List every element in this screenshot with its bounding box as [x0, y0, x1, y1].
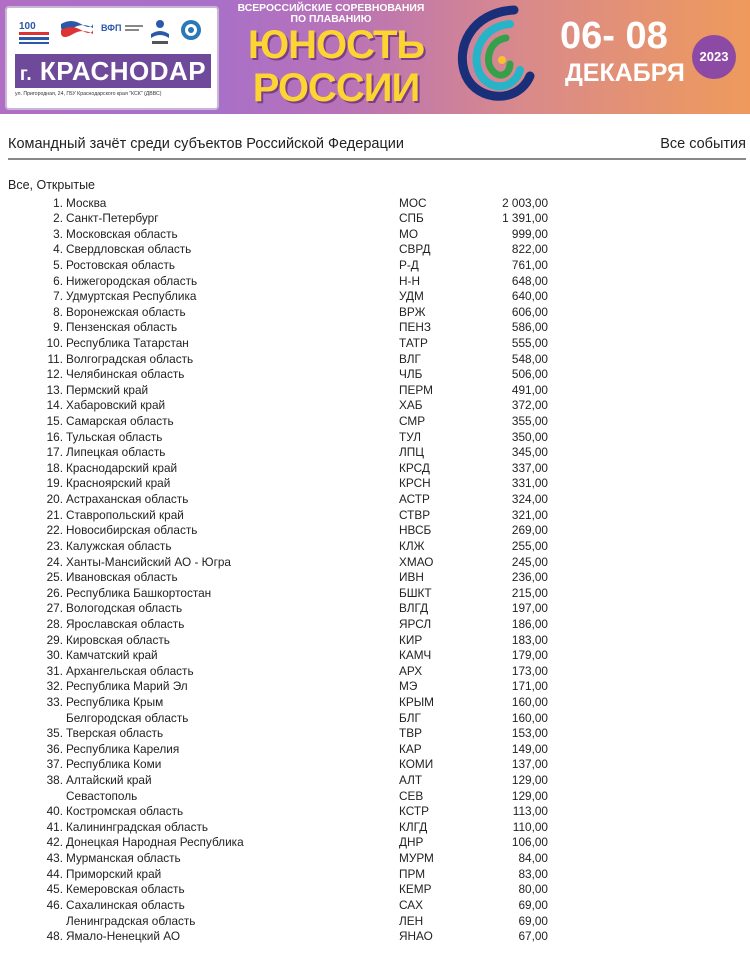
- table-row: [0, 726, 750, 742]
- region-name-cell: Удмуртская Республика: [66, 289, 197, 304]
- score-cell: 2 003,00: [502, 195, 548, 210]
- region-code-cell: ДНР: [399, 835, 424, 850]
- rank-cell: 6.: [53, 273, 63, 288]
- region-code-cell: АРХ: [399, 663, 423, 678]
- region-name-cell: Республика Марий Эл: [66, 679, 188, 694]
- table-row: [0, 586, 750, 602]
- region-code-cell: КРСД: [399, 460, 430, 475]
- score-cell: 173,00: [511, 663, 548, 678]
- table-row: [0, 867, 750, 883]
- venue-address: ул. Пригородная, 24, ГБУ Краснодарского края "КСК" (ДВВС): [15, 91, 162, 97]
- region-code-cell: КРСН: [399, 476, 431, 491]
- region-name-cell: Москва: [66, 195, 107, 210]
- rank-cell: 11.: [47, 351, 63, 366]
- federation-logo-icon: [101, 18, 145, 40]
- sport-logo-icon: [17, 18, 53, 48]
- rank-cell: 29.: [46, 632, 63, 647]
- region-name-cell: Республика Башкортостан: [66, 585, 212, 600]
- rank-cell: 5.: [53, 257, 63, 272]
- table-row: [0, 539, 750, 555]
- score-cell: 255,00: [511, 538, 548, 553]
- table-row: [0, 508, 750, 524]
- region-name-cell: Калужская область: [66, 538, 172, 553]
- standings-table: [0, 196, 750, 945]
- table-row: [0, 617, 750, 633]
- table-row: [0, 476, 750, 492]
- rank-cell: 7.: [53, 289, 63, 304]
- region-name-cell: Республика Татарстан: [66, 335, 189, 350]
- score-cell: 153,00: [511, 726, 548, 741]
- rank-cell: 28.: [46, 616, 63, 631]
- score-cell: 506,00: [511, 367, 548, 382]
- score-cell: 129,00: [511, 788, 548, 803]
- region-code-cell: ЧЛБ: [399, 367, 423, 382]
- score-cell: 372,00: [511, 398, 548, 413]
- score-cell: 197,00: [511, 601, 548, 616]
- score-cell: 548,00: [511, 351, 548, 366]
- region-name-cell: Московская область: [66, 226, 178, 241]
- rank-cell: 1.: [53, 195, 63, 210]
- table-row: [0, 742, 750, 758]
- table-row: [0, 196, 750, 212]
- region-code-cell: ВЛГ: [399, 351, 421, 366]
- rank-cell: 20.: [46, 492, 63, 507]
- rank-cell: 18.: [46, 460, 63, 475]
- score-cell: 137,00: [511, 757, 548, 772]
- flag-logo-icon: [59, 18, 95, 40]
- score-cell: 321,00: [511, 507, 548, 522]
- rank-cell: 22.: [46, 523, 63, 538]
- table-row: [0, 804, 750, 820]
- region-name-cell: Приморский край: [66, 866, 162, 881]
- score-cell: 183,00: [511, 632, 548, 647]
- rank-cell: 14.: [46, 398, 63, 413]
- region-name-cell: Пермский край: [66, 382, 149, 397]
- rank-cell: 12.: [46, 367, 63, 382]
- region-code-cell: ПЕРМ: [399, 382, 433, 397]
- rank-cell: 33.: [46, 695, 63, 709]
- score-cell: 215,00: [511, 585, 548, 600]
- rank-cell: 31.: [46, 663, 63, 678]
- region-code-cell: ХАБ: [399, 398, 423, 413]
- table-row: [0, 929, 750, 945]
- score-cell: 245,00: [511, 554, 548, 569]
- table-row: [0, 461, 750, 477]
- table-row: [0, 211, 750, 227]
- region-code-cell: МО: [399, 226, 419, 241]
- region-name-cell: Краснодарский край: [66, 460, 178, 475]
- rank-cell: 36.: [46, 741, 63, 756]
- rank-cell: 32.: [46, 679, 63, 694]
- region-name-cell: Астраханская область: [66, 492, 189, 507]
- region-code-cell: СПБ: [399, 211, 424, 226]
- table-row: [0, 664, 750, 680]
- all-events-link[interactable]: Все события: [660, 136, 746, 152]
- score-cell: 69,00: [518, 897, 548, 912]
- table-row: [0, 695, 750, 711]
- region-code-cell: НВСБ: [399, 523, 432, 538]
- region-code-cell: БШКТ: [399, 585, 432, 600]
- score-cell: 179,00: [511, 648, 548, 663]
- swirl-logo-icon: [452, 4, 538, 108]
- table-row: [0, 773, 750, 789]
- score-cell: 80,00: [518, 882, 548, 897]
- region-name-cell: Мурманская область: [66, 851, 181, 866]
- region-name-cell: Нижегородская область: [66, 273, 198, 288]
- table-row: [0, 820, 750, 836]
- score-cell: 640,00: [511, 289, 548, 304]
- svg-text:100: 100: [19, 21, 36, 32]
- rank-cell: 17.: [46, 445, 63, 460]
- table-row: [0, 242, 750, 258]
- score-cell: 345,00: [511, 445, 548, 460]
- region-code-cell: СЕВ: [399, 788, 424, 803]
- region-code-cell: СТВР: [399, 507, 431, 522]
- table-row: [0, 430, 750, 446]
- rank-cell: 3.: [53, 226, 63, 241]
- rank-cell: 37.: [46, 757, 63, 772]
- region-name-cell: Севастополь: [66, 788, 138, 803]
- event-title-line2: РОССИИ: [252, 66, 420, 110]
- score-cell: 106,00: [511, 835, 548, 850]
- score-cell: 160,00: [511, 695, 548, 709]
- table-row: [0, 492, 750, 508]
- region-code-cell: КАР: [399, 741, 422, 756]
- region-name-cell: Пензенская область: [66, 320, 178, 335]
- region-code-cell: ТУЛ: [399, 429, 422, 444]
- svg-text:ВФП: ВФП: [101, 23, 122, 33]
- region-name-cell: Вологодская область: [66, 601, 183, 616]
- region-code-cell: ИВН: [399, 570, 424, 585]
- score-cell: 606,00: [511, 304, 548, 319]
- rank-cell: 30.: [46, 648, 63, 663]
- region-code-cell: МУРМ: [399, 851, 434, 866]
- rank-cell: 23.: [46, 538, 63, 553]
- rank-cell: 46.: [46, 897, 63, 912]
- region-code-cell: МЭ: [399, 679, 418, 694]
- region-code-cell: Н-Н: [399, 273, 420, 288]
- region-name-cell: Ивановская область: [66, 570, 178, 585]
- table-row: [0, 523, 750, 539]
- table-row: [0, 289, 750, 305]
- region-code-cell: ТВР: [399, 726, 422, 741]
- region-code-cell: ПЕНЗ: [399, 320, 431, 335]
- table-row: [0, 711, 750, 727]
- score-cell: 236,00: [511, 570, 548, 585]
- table-row: [0, 789, 750, 805]
- region-name-cell: Кировская область: [66, 632, 170, 647]
- table-row: [0, 882, 750, 898]
- region-code-cell: ЯНАО: [399, 929, 433, 944]
- score-cell: 129,00: [511, 773, 548, 788]
- region-code-cell: ЛПЦ: [399, 445, 424, 460]
- table-row: [0, 274, 750, 290]
- region-name-cell: Республика Крым: [66, 695, 164, 709]
- table-row: [0, 227, 750, 243]
- rank-cell: 41.: [46, 819, 63, 834]
- event-dates: 06- 08: [560, 15, 668, 57]
- score-cell: 149,00: [511, 741, 548, 756]
- region-name-cell: Челябинская область: [66, 367, 185, 382]
- table-row: [0, 336, 750, 352]
- table-row: [0, 445, 750, 461]
- score-cell: 160,00: [511, 710, 548, 725]
- region-code-cell: ЛЕН: [399, 913, 424, 928]
- region-code-cell: КРЫМ: [399, 695, 435, 709]
- table-row: [0, 352, 750, 368]
- score-cell: 350,00: [511, 429, 548, 444]
- region-code-cell: АСТР: [399, 492, 430, 507]
- score-cell: 84,00: [518, 851, 548, 866]
- page-title: Командный зачёт среди субъектов Российской Федерации: [8, 136, 404, 152]
- table-row: [0, 914, 750, 930]
- region-code-cell: ВЛГД: [399, 601, 429, 616]
- region-name-cell: Ханты-Мансийский АО - Югра: [66, 554, 231, 569]
- rank-cell: 19.: [46, 476, 63, 491]
- table-row: [0, 648, 750, 664]
- table-row: [0, 851, 750, 867]
- region-code-cell: САХ: [399, 897, 423, 912]
- section-title: Все, Открытые: [8, 178, 95, 192]
- table-row: [0, 570, 750, 586]
- region-name-cell: Новосибирская область: [66, 523, 198, 538]
- rank-cell: 42.: [46, 835, 63, 850]
- region-name-cell: Самарская область: [66, 414, 174, 429]
- region-name-cell: Волгоградская область: [66, 351, 194, 366]
- region-code-cell: ТАТР: [399, 335, 428, 350]
- rank-cell: 43.: [46, 851, 63, 866]
- score-cell: 69,00: [518, 913, 548, 928]
- rank-cell: 4.: [53, 242, 63, 257]
- region-name-cell: Тверская область: [66, 726, 164, 741]
- table-row: [0, 601, 750, 617]
- score-cell: 555,00: [511, 335, 548, 350]
- region-name-cell: Санкт-Петербург: [66, 211, 159, 226]
- region-code-cell: КИР: [399, 632, 423, 647]
- score-cell: 186,00: [511, 616, 548, 631]
- region-name-cell: Ростовская область: [66, 257, 175, 272]
- region-name-cell: Тульская область: [66, 429, 163, 444]
- table-row: [0, 320, 750, 336]
- region-name-cell: Сахалинская область: [66, 897, 185, 912]
- region-code-cell: КСТР: [399, 804, 429, 819]
- region-code-cell: ПРМ: [399, 866, 426, 881]
- score-cell: 269,00: [511, 523, 548, 538]
- page-header: [8, 134, 746, 160]
- score-cell: 491,00: [511, 382, 548, 397]
- region-name-cell: Белгородская область: [66, 710, 189, 725]
- region-code-cell: АЛТ: [399, 773, 423, 788]
- rank-cell: 15.: [46, 414, 63, 429]
- region-code-cell: ХМАО: [399, 554, 434, 569]
- rank-cell: 21.: [46, 507, 63, 522]
- score-cell: 1 391,00: [502, 211, 548, 226]
- score-cell: 171,00: [511, 679, 548, 694]
- region-name-cell: Красноярский край: [66, 476, 171, 491]
- region-name-cell: Кемеровская область: [66, 882, 185, 897]
- region-code-cell: ЯРСЛ: [399, 616, 432, 631]
- table-row: [0, 898, 750, 914]
- table-row: [0, 414, 750, 430]
- region-name-cell: Калининградская область: [66, 819, 209, 834]
- region-code-cell: СВРД: [399, 242, 431, 257]
- region-code-cell: ВРЖ: [399, 304, 426, 319]
- rank-cell: 26.: [46, 585, 63, 600]
- region-name-cell: Архангельская область: [66, 663, 194, 678]
- region-name-cell: Камчатский край: [66, 648, 158, 663]
- rank-cell: 45.: [46, 882, 63, 897]
- table-row: [0, 757, 750, 773]
- score-cell: 586,00: [511, 320, 548, 335]
- score-cell: 648,00: [511, 273, 548, 288]
- rank-cell: 2.: [53, 211, 63, 226]
- region-name-cell: Алтайский край: [66, 773, 152, 788]
- event-subtitle: ВСЕРОССИЙСКИЕ СОРЕВНОВАНИЯ ПО ПЛАВАНИЮ: [237, 3, 425, 25]
- region-name-cell: Костромская область: [66, 804, 184, 819]
- region-code-cell: КЕМР: [399, 882, 432, 897]
- emblem-logo-icon: [179, 18, 203, 42]
- score-cell: 113,00: [512, 804, 548, 819]
- table-row: [0, 835, 750, 851]
- score-cell: 110,00: [512, 819, 548, 834]
- score-cell: 337,00: [511, 460, 548, 475]
- score-cell: 324,00: [511, 492, 548, 507]
- region-name-cell: Ярославская область: [66, 616, 185, 631]
- score-cell: 67,00: [518, 929, 548, 944]
- region-code-cell: КАМЧ: [399, 648, 432, 663]
- rank-cell: 44.: [46, 866, 63, 881]
- event-title-line1: ЮНОСТЬ: [247, 23, 425, 67]
- rank-cell: 10.: [46, 335, 63, 350]
- swimmer-logo-icon: [149, 18, 171, 48]
- table-row: [0, 679, 750, 695]
- event-banner: [0, 0, 750, 114]
- region-name-cell: Воронежская область: [66, 304, 186, 319]
- table-row: [0, 305, 750, 321]
- table-row: [0, 398, 750, 414]
- region-code-cell: УДМ: [399, 289, 424, 304]
- region-name-cell: Ставропольский край: [66, 507, 184, 522]
- region-name-cell: Свердловская область: [66, 242, 192, 257]
- rank-cell: 27.: [46, 601, 63, 616]
- table-row: [0, 383, 750, 399]
- city-plate: [15, 54, 211, 88]
- rank-cell: 25.: [46, 570, 63, 585]
- region-name-cell: Республика Карелия: [66, 741, 180, 756]
- region-code-cell: КЛЖ: [399, 538, 425, 553]
- region-code-cell: КЛГД: [399, 819, 428, 834]
- table-row: [0, 367, 750, 383]
- rank-cell: 8.: [53, 304, 63, 319]
- host-logo-panel: [5, 6, 219, 110]
- rank-cell: 38.: [46, 773, 63, 788]
- rank-cell: 13.: [46, 382, 63, 397]
- event-year-badge: 2023: [692, 35, 736, 79]
- score-cell: 83,00: [518, 866, 548, 881]
- region-code-cell: БЛГ: [399, 710, 421, 725]
- score-cell: 355,00: [511, 414, 548, 429]
- region-name-cell: Липецкая область: [66, 445, 166, 460]
- region-name-cell: Ямало-Ненецкий АО: [66, 929, 181, 944]
- region-code-cell: КОМИ: [399, 757, 434, 772]
- rank-cell: 24.: [46, 554, 63, 569]
- region-name-cell: Республика Коми: [66, 757, 162, 772]
- region-code-cell: Р-Д: [399, 257, 419, 272]
- region-code-cell: МОС: [399, 195, 427, 210]
- city-prefix: г.: [19, 64, 33, 85]
- rank-cell: 9.: [53, 320, 63, 335]
- sponsor-logos: [17, 18, 207, 52]
- score-cell: 331,00: [511, 476, 548, 491]
- score-cell: 761,00: [511, 257, 548, 272]
- table-row: [0, 258, 750, 274]
- score-cell: 822,00: [511, 242, 548, 257]
- rank-cell: 35.: [46, 726, 63, 741]
- region-code-cell: СМР: [399, 414, 426, 429]
- region-name-cell: Ленинградская область: [66, 913, 196, 928]
- score-cell: 999,00: [511, 226, 548, 241]
- city-name: КРАСНОDАР: [39, 56, 207, 86]
- table-row: [0, 633, 750, 649]
- event-month: ДЕКАБРЯ: [565, 59, 685, 87]
- region-name-cell: Донецкая Народная Республика: [66, 835, 244, 850]
- table-row: [0, 555, 750, 571]
- rank-cell: 16.: [46, 429, 63, 444]
- rank-cell: 40.: [46, 804, 63, 819]
- region-name-cell: Хабаровский край: [66, 398, 166, 413]
- rank-cell: 48.: [46, 929, 63, 944]
